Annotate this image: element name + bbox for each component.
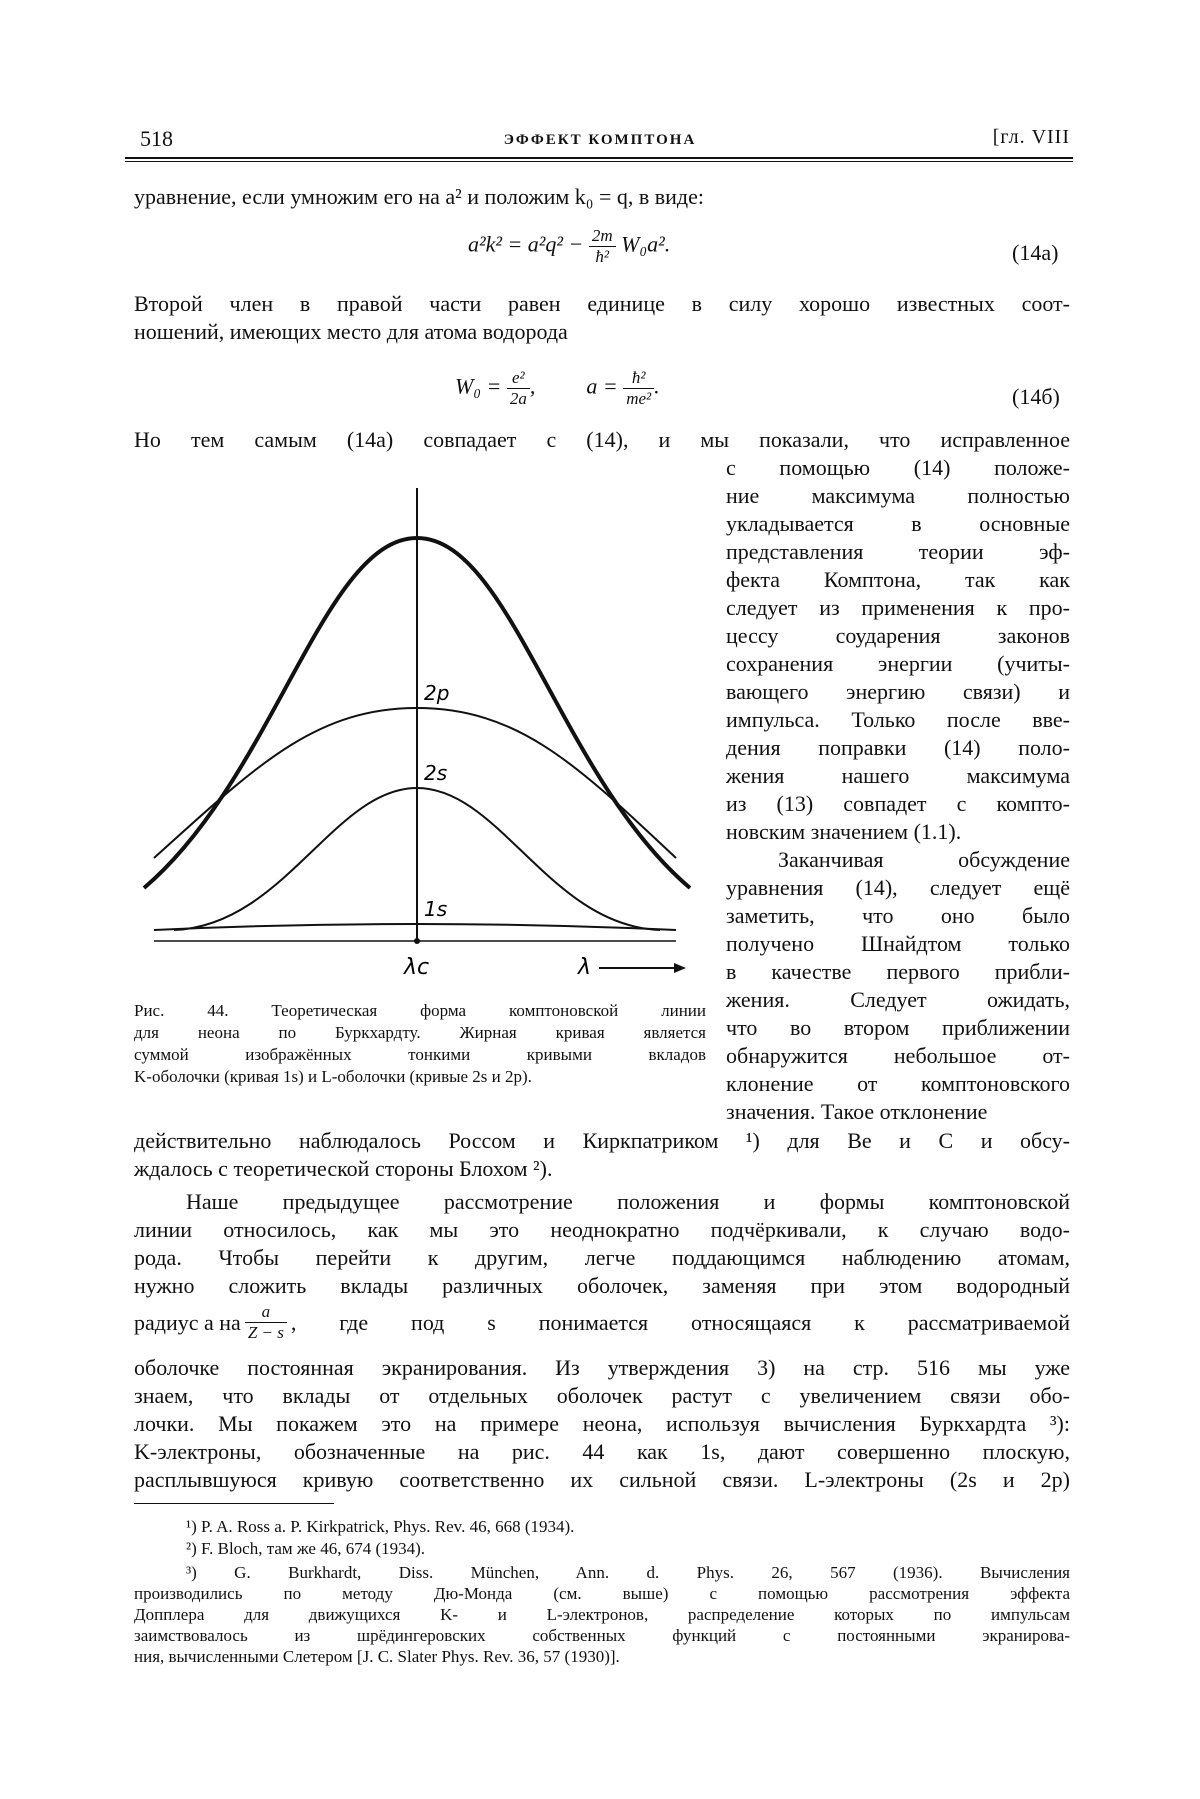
right-column-line: представления теории эф- [726,539,1070,564]
figure-caption [134,1000,706,1088]
para4-line-2: линии относилось, как мы это неоднократно подчёркивали, к случаю водо- [134,1217,1070,1242]
right-column-line: ние максимума полностью [726,483,1070,508]
para3-cont-line-2: ждалось с теоретической стороны Блохом ²). [134,1156,553,1181]
page-number: 518 [140,126,173,151]
eq14b-a-lhs: a = [586,373,618,399]
eq14b-w-lhs: W₀ = [455,373,502,399]
footnote-3-line-3: Допплера для движущихся K- и L-электронов, распределение которых по импульсам [134,1605,1070,1624]
eq14b-w-fraction [507,368,530,409]
eq14a-lhs: a²k² = a²q² − [468,231,584,257]
right-column-line: из (13) совпадет с компто- [726,791,1070,816]
footnote-2: ²) F. Bloch, там же 46, 674 (1934). [186,1539,426,1558]
right-column-line: сохранения энергии (учиты- [726,651,1070,676]
radius-line [134,1302,1070,1343]
footnote-3-line-2: производились по методу Дю-Монда (см. выше) с помощью рассмотрения эффекта [134,1584,1070,1603]
equation-number-14a: (14а) [1012,240,1059,265]
para4-line-1: Наше предыдущее рассмотрение положения и формы комптоновской [186,1189,1070,1214]
chapter-marker: [гл. VIII [992,126,1070,148]
right-column-line: фекта Комптона, так как [726,567,1070,592]
right-column-line: жения нашего максимума [726,763,1070,788]
para4-line-3: рода. Чтобы перейти к другим, легче поддающимся наблюдению атомам, [134,1245,1070,1270]
lambda-arrowhead [674,963,686,973]
para4-line-4: нужно сложить вклады различных оболочек, заменяя при этом водородный [134,1273,1070,1298]
caption-line-4: K-оболочки (кривая 1s) и L-оболочки (кривые 2s и 2p). [134,1067,532,1086]
intro-line: уравнение, если умножим его на a² и положим k₀ = q, в виде: [134,184,705,209]
right-column-line: что во втором приближении [726,1015,1070,1040]
footnote-3 [134,1562,1070,1667]
caption-line-2: для неона по Буркхардту. Жирная кривая является [134,1023,706,1042]
radius-before: радиус a на [134,1309,241,1335]
label-lambda-c: λc [404,955,430,978]
caption-line-1: Рис. 44. Теоретическая форма комптоновской линии [134,1001,706,1020]
para4-cont-line-3: лочки. Мы покажем это на примере неона, используя вычисления Буркхардта ³): [134,1411,1070,1436]
eq14a-denominator: ħ² [595,247,610,266]
right-column-line: Заканчивая обсуждение [778,847,1070,872]
right-column-text [726,454,1070,1126]
eq14b-a-numerator: ħ² [623,368,654,389]
radius-numerator: a [245,1302,287,1323]
radius-fraction [245,1302,287,1343]
figure-44 [134,478,720,978]
footnote-rule [134,1503,334,1504]
footnote-1: ¹) P. A. Ross a. P. Kirkpatrick, Phys. Rev. 46, 668 (1934). [186,1517,575,1536]
right-column-line: в качестве первого прибли- [726,959,1070,984]
eq14b-w-numerator: e² [507,368,530,389]
radius-denominator: Z − s [247,1323,284,1342]
right-column-line: заметить, что оно было [726,903,1070,928]
right-column-line: с помощью (14) положе- [726,455,1070,480]
right-column-line: дения поправки (14) поло- [726,735,1070,760]
header-rule-thin [125,161,1073,162]
para2-line-2: ношений, имеющих место для атома водорода [134,319,568,344]
right-column-line: цессу соударения законов [726,623,1070,648]
equation-number-14b: (14б) [1012,384,1060,409]
para4-cont-line-4: K-электроны, обозначенные на рис. 44 как 1s, дают совершенно плоскую, [134,1439,1070,1464]
eq14b-a-denominator: me² [626,389,652,408]
right-column-line: следует из применения к про- [726,595,1070,620]
right-column-line: укладывается в основные [726,511,1070,536]
para4-cont-line-2: знаем, что вклады от отдельных оболочек растут с увеличением связи обо- [134,1383,1070,1408]
para4-cont-line-1: оболочке постоянная экранирования. Из утверждения 3) на стр. 516 мы уже [134,1355,1070,1380]
right-column-line: обнаружится небольшое от- [726,1043,1070,1068]
footnote-3-line-1: ³) G. Burkhardt, Diss. München, Ann. d. Phys. 26, 567 (1936). Вычисления [186,1563,1070,1582]
footnote-3-line-4: заимствовалось из шрёдингеровских собственных функций с постоянными экранирова- [134,1626,1070,1645]
para3-cont-line-1: действительно наблюдалось Россом и Киркпатриком ¹) для Be и C и обсу- [134,1128,1070,1153]
para2-line-1: Второй член в правой части равен единице в силу хорошо известных соот- [134,291,1070,316]
para3-first-line: Но тем самым (14а) совпадает с (14), и мы показали, что исправленное [134,427,1070,452]
right-column-line: вающего энергию связи) и [726,679,1070,704]
right-column-line: новским значением (1.1). [726,819,962,844]
eq14a-numerator: 2m [589,226,616,247]
right-column-line: уравнения (14), следует ещё [726,875,1070,900]
footnote-3-line-5: ния, вычисленными Слетером [J. C. Slater Phys. Rev. 36, 57 (1930)]. [134,1647,620,1666]
equation-14b: W₀ = $\frac{\text{e²}}{2a}$ , a = $\frac{\text{ħ²}}{\text{me²}}$ . [455,368,660,408]
equation-14a [468,226,670,267]
label-2p: 2p [424,681,450,705]
radius-after: , где под s понимается относящаяся к рассматриваемой [290,1309,1070,1335]
eq14a-fraction [589,226,616,267]
caption-line-3: суммой изображённых тонкими кривыми вкладов [134,1045,706,1064]
right-column-line: импульса. Только после вве- [726,707,1070,732]
lambda-c-tick [414,938,420,944]
eq14a-tail: W₀a². [621,231,671,257]
right-column-line: клонение от комптоновского [726,1071,1070,1096]
para4-cont-line-5: расплывшуюся кривую соответственно их сильной связи. L-электроны (2s и 2p) [134,1467,1070,1492]
running-title: ЭФФЕКТ КОМПТОНА [503,132,697,148]
curve-1s [154,924,676,930]
label-2s: 2s [424,761,448,785]
label-1s: 1s [424,897,448,921]
right-column-line: жения. Следует ожидать, [726,987,1070,1012]
label-lambda: λ [578,955,592,978]
eq14b-a-fraction [623,368,654,409]
right-column-line: получено Шнайдтом только [726,931,1070,956]
right-column-line: значения. Такое отклонение [726,1099,988,1124]
eq14b-w-denominator: 2a [509,389,527,408]
header-rule [125,157,1073,159]
